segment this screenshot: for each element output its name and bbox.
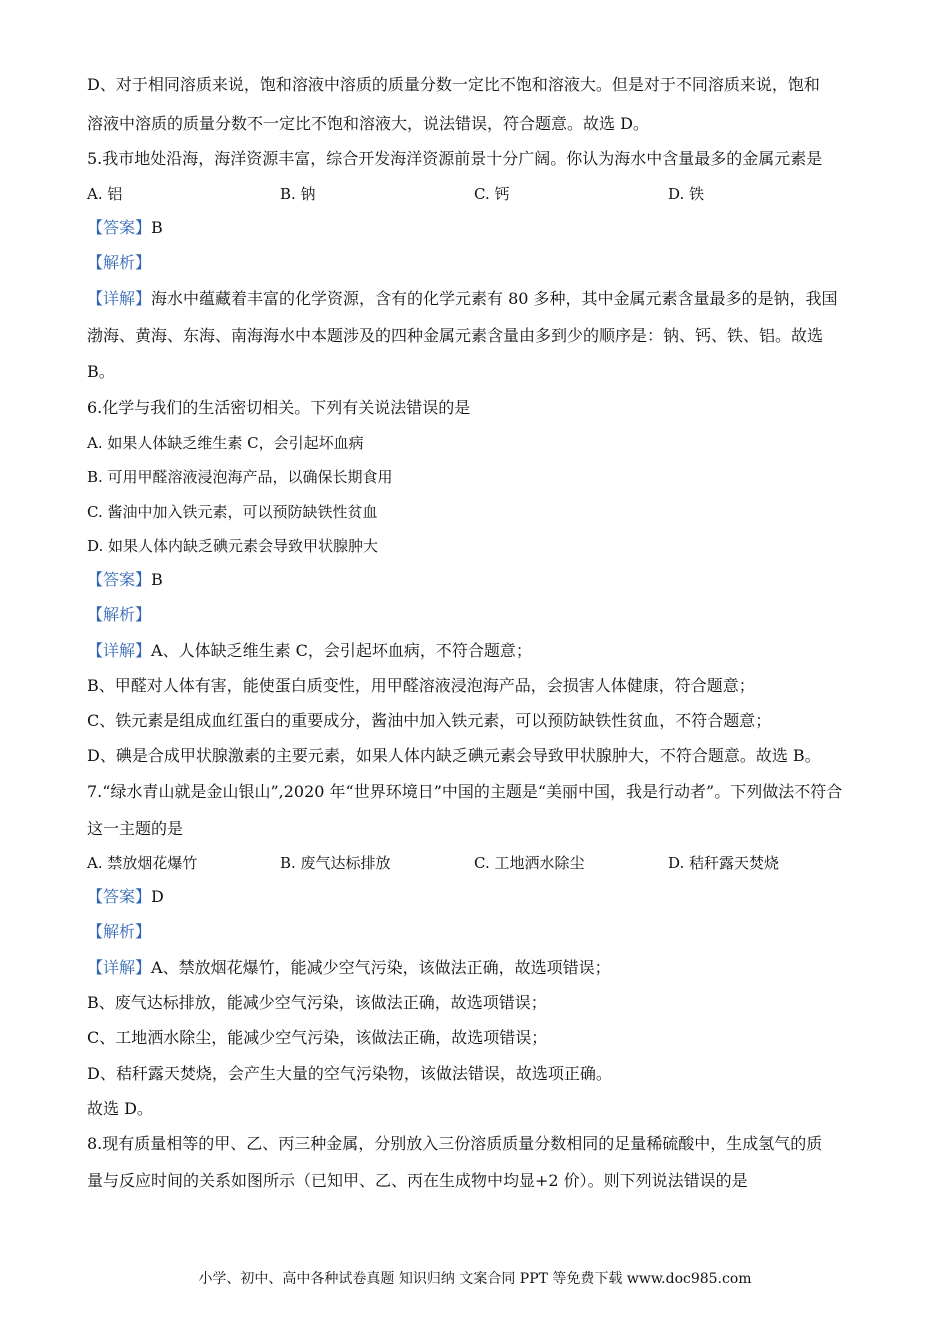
q6-option-d: D. 如果人体内缺乏碘元素会导致甲状腺肿大 <box>87 537 379 555</box>
q7-detail-line2: B、废气达标排放，能减少空气污染，该做法正确，故选项错误； <box>87 993 547 1012</box>
q7-answer: D <box>151 887 164 906</box>
q7-option-c: C. 工地洒水除尘 <box>474 854 585 872</box>
q5-option-c: C. 钙 <box>474 185 510 203</box>
q7-detail-line1 <box>87 957 611 979</box>
q5-answer-line <box>87 217 163 239</box>
q6-answer: B <box>151 570 163 589</box>
q6-option-b: B. 可用甲醛溶液浸泡海产品，以确保长期食用 <box>87 468 393 486</box>
answer-tag: 【答案】 <box>87 887 152 906</box>
detail-tag: 【详解】 <box>87 958 152 977</box>
q5-detail-line3: B。 <box>87 362 115 381</box>
q7-option-b: B. 废气达标排放 <box>280 854 391 872</box>
q7-answer-line <box>87 886 164 908</box>
q5-option-a: A. 铝 <box>87 185 123 203</box>
q6-option-c: C. 酱油中加入铁元素，可以预防缺铁性贫血 <box>87 503 378 521</box>
q7-detail-line4: D、秸秆露天焚烧，会产生大量的空气污染物，该做法错误，故选项正确。 <box>87 1064 612 1083</box>
q6-stem: 6.化学与我们的生活密切相关。下列有关说法错误的是 <box>87 398 471 417</box>
q5-option-b: B. 钠 <box>280 185 316 203</box>
q6-detail-line4: D、碘是合成甲状腺激素的主要元素，如果人体内缺乏碘元素会导致甲状腺肿大，不符合题意。故选 B。 <box>87 746 821 765</box>
q5-analysis-tag: 【解析】 <box>87 253 152 272</box>
q5-detail-line1 <box>87 288 838 310</box>
q5-stem: 5.我市地处沿海，海洋资源丰富，综合开发海洋资源前景十分广阔。你认为海水中含量最多的金属元素是 <box>87 149 823 168</box>
q7-detail-line5: 故选 D。 <box>87 1099 153 1118</box>
answer-tag: 【答案】 <box>87 570 152 589</box>
q6-detail-line3: C、铁元素是组成血红蛋白的重要成分，酱油中加入铁元素，可以预防缺铁性贫血，不符合题意； <box>87 711 772 730</box>
detail-tag: 【详解】 <box>87 641 152 660</box>
q6-detail-text: A、人体缺乏维生素 C，会引起坏血病，不符合题意； <box>151 641 532 660</box>
q7-detail-text: A、禁放烟花爆竹，能减少空气污染，该做法正确，故选项错误； <box>151 958 611 977</box>
q6-option-a: A. 如果人体缺乏维生素 C，会引起坏血病 <box>87 434 364 452</box>
q4-d-line1: D、对于相同溶质来说，饱和溶液中溶质的质量分数一定比不饱和溶液大。但是对于不同溶质来说，饱和 <box>87 75 820 94</box>
q7-option-d: D. 秸秆露天焚烧 <box>668 854 780 872</box>
q7-stem-line2: 这一主题的是 <box>87 819 184 838</box>
q5-answer: B <box>151 218 163 237</box>
q6-detail-line2: B、甲醛对人体有害，能使蛋白质变性，用甲醛溶液浸泡海产品，会损害人体健康，符合题意； <box>87 676 755 695</box>
q8-stem-line1: 8.现有质量相等的甲、乙、丙三种金属，分别放入三份溶质质量分数相同的足量稀硫酸中，生成氢气的质 <box>87 1134 823 1153</box>
q4-d-line2: 溶液中溶质的质量分数不一定比不饱和溶液大，说法错误，符合题意。故选 D。 <box>87 114 649 133</box>
answer-tag: 【答案】 <box>87 218 152 237</box>
q7-stem-line1: 7.“绿水青山就是金山银山”,2020 年“世界环境日”中国的主题是“美丽中国，我是行动者”。下列做法不符合 <box>87 782 843 801</box>
q6-detail-line1 <box>87 640 532 662</box>
page-footer: 小学、初中、高中各种试卷真题 知识归纳 文案合同 PPT 等免费下载 www.doc985.com <box>198 1271 752 1287</box>
q8-stem-line2: 量与反应时间的关系如图所示（已知甲、乙、丙在生成物中均显+2 价）。则下列说法错误的是 <box>87 1171 748 1190</box>
q6-answer-line <box>87 569 163 591</box>
q7-analysis-tag: 【解析】 <box>87 922 152 941</box>
q7-option-a: A. 禁放烟花爆竹 <box>87 854 198 872</box>
q5-option-d: D. 铁 <box>668 185 705 203</box>
q7-detail-line3: C、工地洒水除尘，能减少空气污染，该做法正确，故选项错误； <box>87 1028 548 1047</box>
q6-analysis-tag: 【解析】 <box>87 605 152 624</box>
q5-detail-line2: 渤海、黄海、东海、南海海水中本题涉及的四种金属元素含量由多到少的顺序是：钠、钙、铁、铝。故选 <box>87 326 824 345</box>
detail-tag: 【详解】 <box>87 289 152 308</box>
q5-detail-text: 海水中蕴藏着丰富的化学资源，含有的化学元素有 80 多种，其中金属元素含量最多的是钠，我国 <box>151 289 838 308</box>
